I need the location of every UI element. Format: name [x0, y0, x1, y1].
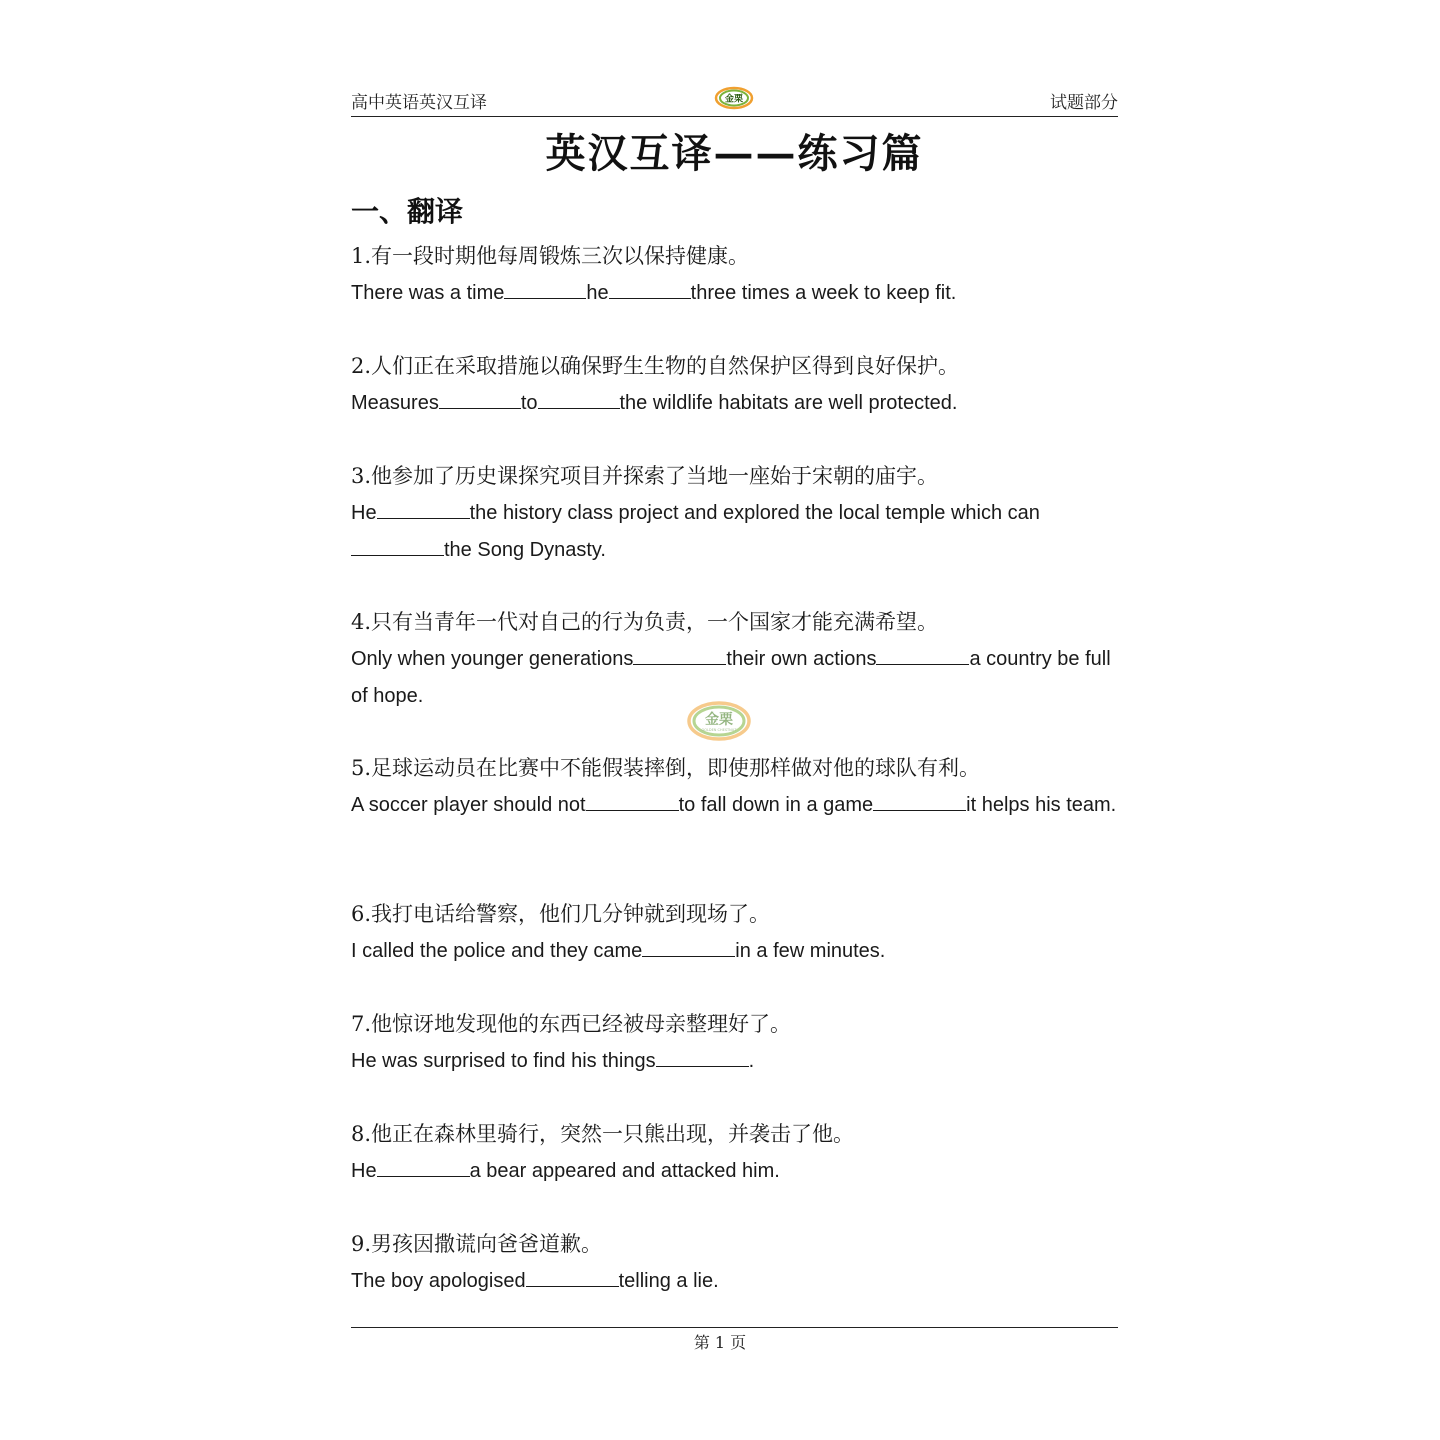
- exercise-item-8: [351, 1116, 1118, 1190]
- english-sentence: Measures to the wildlife habitats are well protected.: [351, 392, 958, 414]
- exercise-item-4: [351, 604, 1118, 715]
- chinese-sentence: 6.我打电话给警察，他们几分钟就到现场了。: [351, 902, 771, 926]
- svg-text:金栗: 金栗: [724, 94, 744, 105]
- answer-blank[interactable]: [526, 1268, 619, 1287]
- answer-blank[interactable]: [504, 280, 586, 299]
- chinese-sentence: 3.他参加了历史课探究项目并探索了当地一座始于宋朝的庙宇。: [351, 464, 939, 488]
- answer-blank[interactable]: [876, 646, 969, 665]
- english-sentence: He the history class project and explored the local temple which canthe Song Dynasty.: [351, 502, 1040, 561]
- section-heading: 一、翻译: [351, 195, 464, 228]
- header-section-label: 试题部分: [1050, 93, 1118, 113]
- answer-blank[interactable]: [377, 1158, 470, 1177]
- exercise-item-7: [351, 1006, 1118, 1080]
- exercise-item-3: [351, 458, 1118, 569]
- page-number: 第 1 页: [693, 1333, 747, 1352]
- english-sentence: There was a time he three times a week to keep fit.: [351, 282, 957, 304]
- header-subject: 高中英语英汉互译: [351, 93, 487, 113]
- exercise-item-1: [351, 238, 1118, 312]
- answer-blank[interactable]: [586, 792, 679, 811]
- english-sentence: He was surprised to find his things .: [351, 1050, 755, 1072]
- answer-blank[interactable]: [633, 646, 726, 665]
- english-sentence: A soccer player should not to fall down in a game it helps his team.: [351, 794, 1117, 816]
- chinese-sentence: 5.足球运动员在比赛中不能假装摔倒，即使那样做对他的球队有利。: [351, 756, 981, 780]
- chinese-sentence: 7.他惊讶地发现他的东西已经被母亲整理好了。: [351, 1012, 792, 1036]
- chinese-sentence: 8.他正在森林里骑行，突然一只熊出现，并袭击了他。: [351, 1122, 855, 1146]
- chinese-sentence: 9.男孩因撒谎向爸爸道歉。: [351, 1232, 603, 1256]
- page-title: 英汉互译——练习篇: [545, 130, 924, 177]
- chinese-sentence: 4.只有当青年一代对自己的行为负责，一个国家才能充满希望。: [351, 610, 939, 634]
- english-sentence: The boy apologised telling a lie.: [351, 1270, 719, 1292]
- chinese-sentence: 1.有一段时期他每周锻炼三次以保持健康。: [351, 244, 750, 268]
- english-sentence: He a bear appeared and attacked him.: [351, 1160, 780, 1182]
- exercise-item-9: [351, 1226, 1118, 1300]
- answer-blank[interactable]: [439, 390, 521, 409]
- footer-divider: [351, 1327, 1118, 1328]
- answer-blank[interactable]: [642, 938, 735, 957]
- brand-logo-icon: [714, 86, 754, 110]
- answer-blank[interactable]: [609, 280, 691, 299]
- svg-text:金栗: 金栗: [705, 712, 733, 728]
- answer-blank[interactable]: [538, 390, 620, 409]
- chinese-sentence: 2.人们正在采取措施以确保野生生物的自然保护区得到良好保护。: [351, 354, 960, 378]
- svg-text:GOLDEN CHESTNUT: GOLDEN CHESTNUT: [701, 728, 737, 732]
- answer-blank[interactable]: [351, 537, 444, 556]
- answer-blank[interactable]: [377, 500, 470, 519]
- exercise-item-2: [351, 348, 1118, 422]
- answer-blank[interactable]: [656, 1048, 749, 1067]
- exercise-item-5: [351, 750, 1118, 824]
- watermark-logo-icon: [686, 700, 752, 742]
- exercise-item-6: [351, 896, 1118, 970]
- page-header: [351, 86, 1118, 117]
- english-sentence: I called the police and they came in a few minutes.: [351, 940, 886, 962]
- answer-blank[interactable]: [873, 792, 966, 811]
- english-sentence: Only when younger generations their own actions a country be full of hope.: [351, 648, 1111, 707]
